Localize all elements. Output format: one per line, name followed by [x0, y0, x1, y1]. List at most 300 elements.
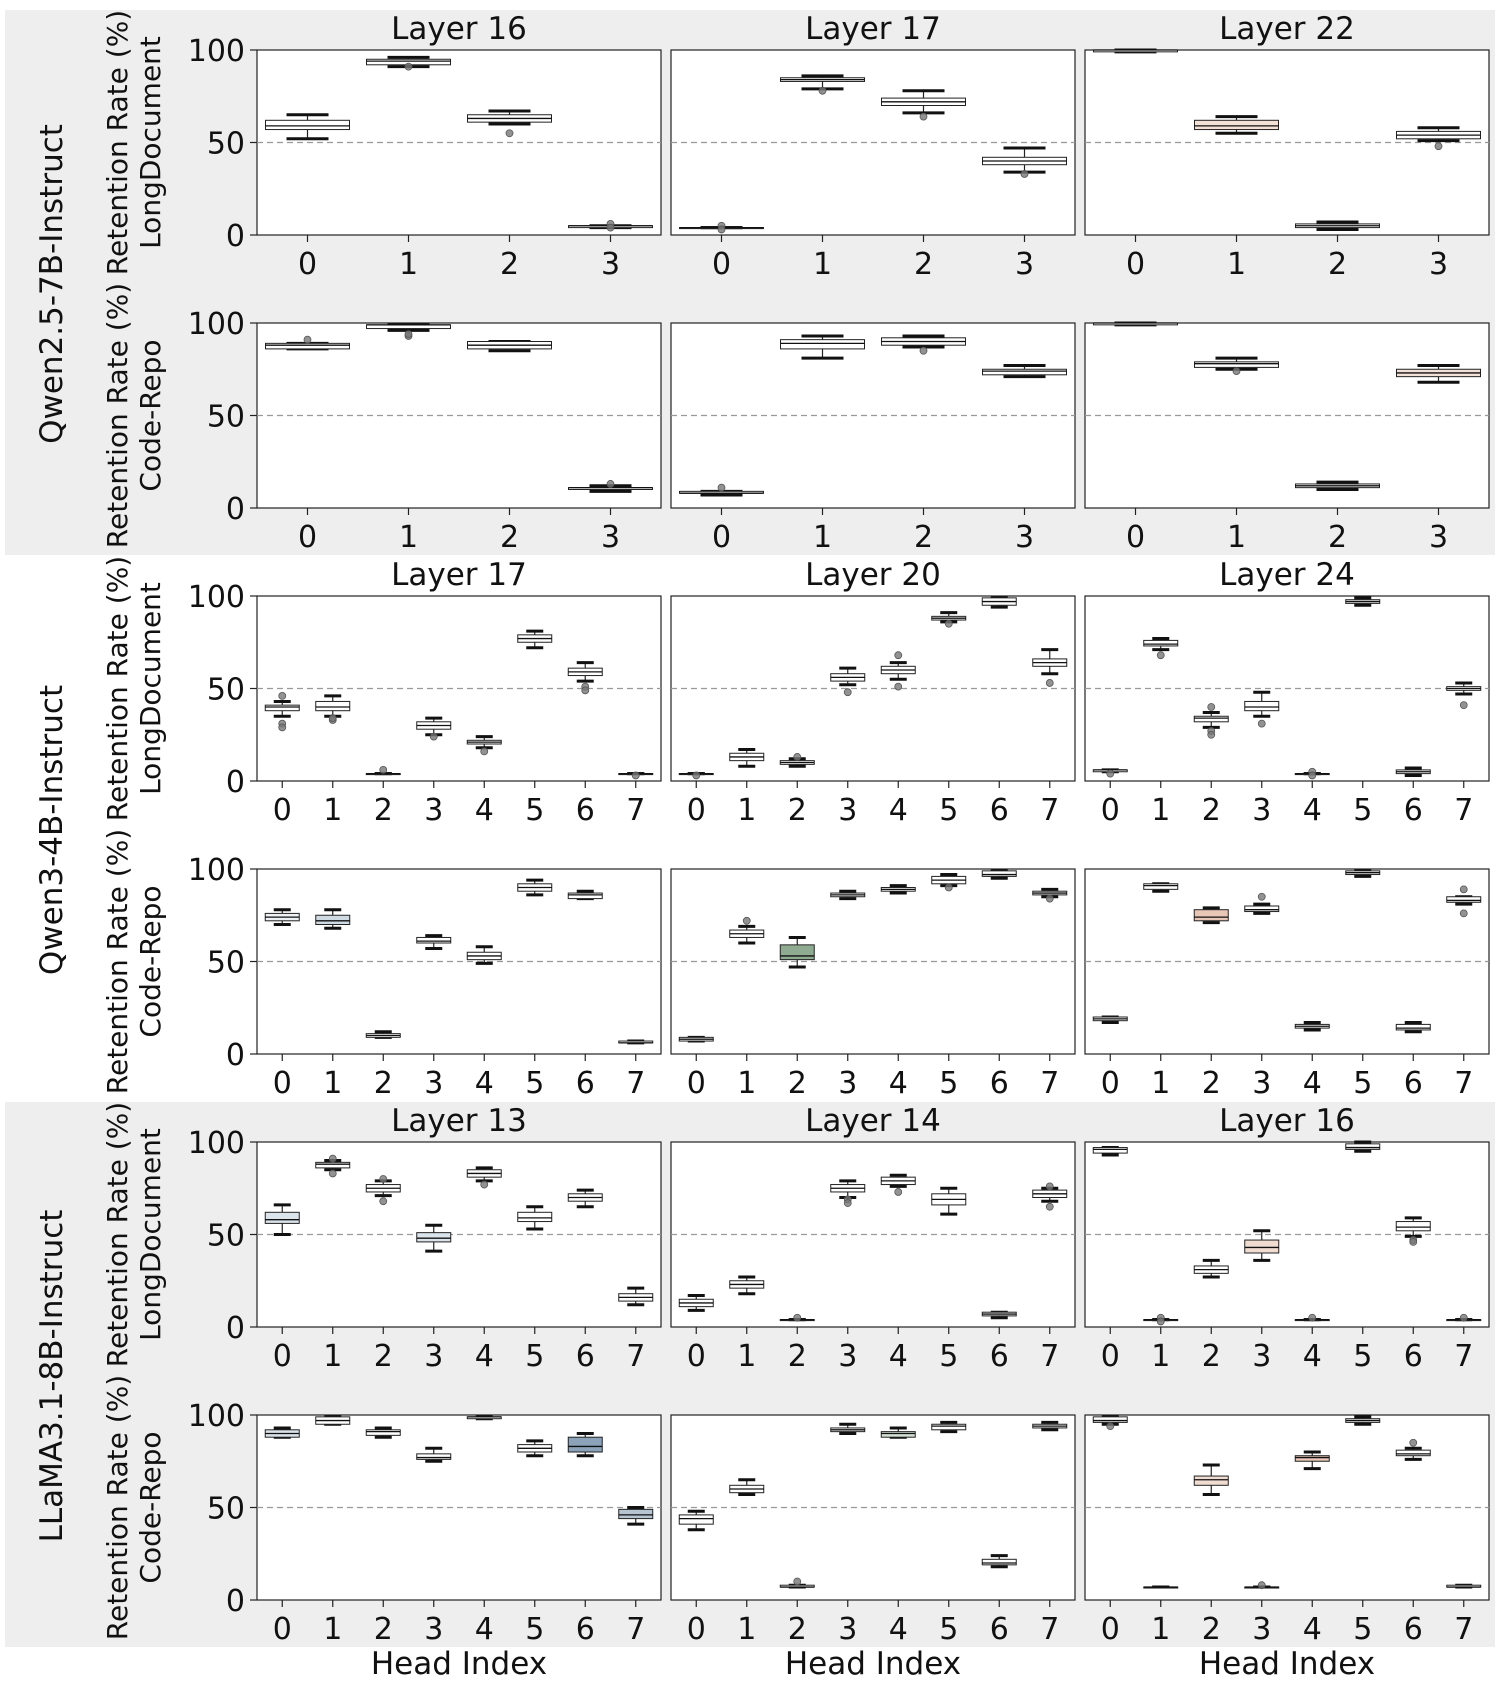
- x-tick-label: 0: [686, 793, 706, 828]
- outlier-point: [405, 331, 412, 338]
- x-axis-label: Head Index: [784, 1646, 962, 1682]
- x-tick-label: 0: [272, 1339, 292, 1374]
- x-tick-label: 3: [1014, 247, 1035, 282]
- y-tick-label: 0: [225, 1584, 245, 1619]
- outlier-point: [1208, 731, 1215, 738]
- x-tick-label: 3: [1252, 1339, 1272, 1374]
- outlier-point: [279, 692, 286, 699]
- panel: [1085, 1142, 1489, 1334]
- y-tick-label: 100: [187, 1399, 245, 1434]
- x-tick-label: 6: [575, 1339, 595, 1374]
- x-tick-label: 0: [1125, 520, 1146, 555]
- box: [316, 1417, 350, 1424]
- panel: [1085, 50, 1489, 242]
- x-tick-label: 3: [1014, 520, 1035, 555]
- panel-title: Layer 20: [805, 557, 941, 593]
- row-label: LongDocument: [134, 1128, 167, 1341]
- y-tick-label: 50: [206, 1218, 245, 1254]
- x-tick-label: 7: [626, 1612, 646, 1647]
- x-tick-label: 1: [1151, 793, 1171, 828]
- x-tick-label: 1: [323, 793, 343, 828]
- box-body: [982, 871, 1016, 877]
- outlier-point: [329, 1170, 336, 1177]
- x-tick-label: 4: [888, 1066, 908, 1101]
- box-body: [265, 705, 299, 711]
- outlier-point: [380, 1198, 387, 1205]
- x-tick-label: 0: [297, 520, 318, 555]
- x-tick-label: 7: [1454, 793, 1474, 828]
- x-axis-label: Head Index: [370, 1646, 548, 1682]
- x-tick-label: 7: [1040, 793, 1060, 828]
- x-tick-label: 0: [1125, 247, 1146, 282]
- row-label: LongDocument: [134, 36, 167, 249]
- box-body: [982, 1559, 1016, 1565]
- y-tick-label: 0: [225, 492, 245, 527]
- x-tick-label: 6: [1403, 1339, 1423, 1374]
- x-tick-label: 2: [913, 520, 934, 555]
- x-tick-label: 5: [525, 1066, 545, 1101]
- box-body: [265, 1212, 299, 1223]
- box: [1094, 50, 1178, 52]
- y-tick-label: 50: [206, 672, 245, 708]
- x-tick-label: 3: [1252, 793, 1272, 828]
- x-tick-label: 7: [626, 1066, 646, 1101]
- box-body: [417, 1454, 451, 1460]
- outlier-point: [1107, 770, 1114, 777]
- outlier-point: [1309, 772, 1316, 779]
- outlier-point: [1258, 1582, 1265, 1589]
- outlier-point: [794, 753, 801, 760]
- y-tick-label: 0: [225, 1311, 245, 1346]
- outlier-point: [794, 1314, 801, 1321]
- x-tick-label: 3: [1252, 1066, 1272, 1101]
- outlier-point: [794, 1578, 801, 1585]
- x-tick-label: 4: [1302, 793, 1322, 828]
- x-tick-label: 4: [888, 793, 908, 828]
- box-body: [1295, 1456, 1329, 1462]
- panel: [671, 1415, 1075, 1607]
- x-tick-label: 5: [1353, 793, 1373, 828]
- outlier-point: [920, 113, 927, 120]
- box-body: [781, 340, 865, 349]
- box-body: [1194, 910, 1228, 921]
- outlier-point: [693, 772, 700, 779]
- box: [366, 1428, 400, 1437]
- x-tick-label: 4: [1302, 1612, 1322, 1647]
- box-body: [417, 1233, 451, 1242]
- x-tick-label: 5: [1353, 1612, 1373, 1647]
- x-tick-label: 2: [787, 1066, 807, 1101]
- x-tick-label: 0: [686, 1612, 706, 1647]
- panel: [250, 50, 661, 242]
- box: [467, 1417, 501, 1419]
- x-tick-label: 0: [711, 520, 732, 555]
- x-tick-label: 7: [1454, 1612, 1474, 1647]
- x-tick-label: 0: [1100, 1066, 1120, 1101]
- box-body: [619, 1509, 653, 1518]
- panel-title: Layer 14: [805, 1103, 941, 1139]
- x-tick-label: 3: [424, 1612, 444, 1647]
- x-tick-label: 1: [737, 1612, 757, 1647]
- y-tick-label: 0: [225, 1038, 245, 1073]
- outlier-point: [607, 480, 614, 487]
- outlier-point: [1046, 1183, 1053, 1190]
- outlier-point: [844, 689, 851, 696]
- x-tick-label: 6: [1403, 1066, 1423, 1101]
- x-tick-label: 4: [474, 1339, 494, 1374]
- box: [982, 598, 1016, 607]
- box-body: [1245, 906, 1279, 912]
- outlier-point: [1460, 1314, 1467, 1321]
- x-tick-label: 3: [424, 1339, 444, 1374]
- x-tick-label: 1: [323, 1339, 343, 1374]
- box-body: [1144, 640, 1178, 646]
- outlier-point: [1157, 1318, 1164, 1325]
- outlier-point: [582, 687, 589, 694]
- box-body: [1093, 1417, 1127, 1423]
- panel: [1085, 869, 1489, 1061]
- x-tick-label: 4: [474, 1612, 494, 1647]
- x-tick-label: 3: [1252, 1612, 1272, 1647]
- outlier-point: [844, 1200, 851, 1207]
- panel-title: Layer 22: [1219, 11, 1355, 47]
- x-tick-label: 4: [1302, 1066, 1322, 1101]
- outlier-point: [405, 63, 412, 70]
- x-tick-label: 7: [1040, 1612, 1060, 1647]
- box-body: [1194, 1476, 1228, 1485]
- y-tick-label: 50: [206, 1491, 245, 1527]
- x-tick-label: 0: [1100, 1612, 1120, 1647]
- box: [679, 1037, 713, 1041]
- outlier-point: [632, 772, 639, 779]
- x-tick-label: 7: [1040, 1339, 1060, 1374]
- box: [932, 1422, 966, 1431]
- box-body: [1195, 120, 1279, 129]
- box: [1144, 1587, 1178, 1588]
- x-tick-label: 5: [939, 1339, 959, 1374]
- box-body: [266, 343, 350, 349]
- x-tick-label: 5: [1353, 1066, 1373, 1101]
- box-body: [366, 1430, 400, 1436]
- outlier-point: [1046, 1203, 1053, 1210]
- outlier-point: [1460, 702, 1467, 709]
- x-tick-label: 1: [737, 1066, 757, 1101]
- x-tick-label: 3: [838, 793, 858, 828]
- outlier-point: [1157, 652, 1164, 659]
- panel: [671, 50, 1075, 242]
- x-tick-label: 2: [373, 793, 393, 828]
- outlier-point: [895, 652, 902, 659]
- outlier-point: [819, 87, 826, 94]
- x-tick-label: 0: [1100, 793, 1120, 828]
- row-label: LongDocument: [134, 582, 167, 795]
- outlier-point: [1435, 143, 1442, 150]
- model-label: Qwen3-4B-Instruct: [34, 684, 70, 976]
- box-body: [1194, 716, 1228, 722]
- outlier-point: [895, 683, 902, 690]
- x-tick-label: 0: [297, 247, 318, 282]
- outlier-point: [718, 226, 725, 233]
- y-axis-label: Retention Rate (%): [101, 555, 134, 822]
- x-tick-label: 2: [787, 1339, 807, 1374]
- panel: [671, 323, 1075, 515]
- outlier-point: [1107, 1423, 1114, 1430]
- x-tick-label: 3: [838, 1612, 858, 1647]
- x-tick-label: 1: [323, 1066, 343, 1101]
- outlier-point: [1021, 170, 1028, 177]
- x-tick-label: 6: [989, 793, 1009, 828]
- x-tick-label: 3: [1428, 520, 1449, 555]
- box-body: [983, 369, 1067, 375]
- box: [568, 1434, 602, 1456]
- y-axis-label: Retention Rate (%): [101, 282, 134, 549]
- x-tick-label: 1: [323, 1612, 343, 1647]
- y-axis-label: Retention Rate (%): [101, 1374, 134, 1641]
- outlier-point: [1046, 895, 1053, 902]
- x-tick-label: 2: [1327, 247, 1348, 282]
- y-tick-label: 100: [187, 580, 245, 615]
- box-body: [316, 915, 350, 924]
- outlier-point: [1258, 720, 1265, 727]
- outlier-point: [1410, 1439, 1417, 1446]
- x-tick-label: 7: [1040, 1066, 1060, 1101]
- x-tick-label: 2: [787, 1612, 807, 1647]
- x-tick-label: 3: [1428, 247, 1449, 282]
- box-body: [316, 1162, 350, 1168]
- x-tick-label: 3: [424, 1066, 444, 1101]
- x-tick-label: 5: [525, 1612, 545, 1647]
- x-tick-label: 1: [1151, 1066, 1171, 1101]
- y-tick-label: 100: [187, 853, 245, 888]
- outlier-point: [1258, 893, 1265, 900]
- outlier-point: [1410, 1238, 1417, 1245]
- outlier-point: [304, 336, 311, 343]
- x-tick-label: 7: [1454, 1339, 1474, 1374]
- x-tick-label: 2: [1201, 1612, 1221, 1647]
- y-tick-label: 0: [225, 765, 245, 800]
- outlier-point: [1233, 368, 1240, 375]
- outlier-point: [1460, 910, 1467, 917]
- box-body: [932, 1424, 966, 1430]
- x-tick-label: 4: [474, 793, 494, 828]
- outlier-point: [920, 347, 927, 354]
- box-body: [1346, 1144, 1380, 1150]
- outlier-point: [481, 748, 488, 755]
- x-tick-label: 2: [913, 247, 934, 282]
- x-tick-label: 1: [1151, 1339, 1171, 1374]
- x-tick-label: 0: [272, 793, 292, 828]
- outlier-point: [481, 1181, 488, 1188]
- x-tick-label: 2: [499, 520, 520, 555]
- box: [1396, 1023, 1430, 1032]
- x-tick-label: 3: [838, 1066, 858, 1101]
- box: [1094, 323, 1178, 325]
- x-tick-label: 3: [838, 1339, 858, 1374]
- x-axis-label: Head Index: [1198, 1646, 1376, 1682]
- x-tick-label: 0: [1100, 1339, 1120, 1374]
- x-tick-label: 1: [737, 1339, 757, 1374]
- x-tick-label: 0: [711, 247, 732, 282]
- x-tick-label: 2: [373, 1066, 393, 1101]
- box: [265, 1428, 299, 1437]
- y-tick-label: 100: [187, 307, 245, 342]
- x-tick-label: 1: [737, 793, 757, 828]
- x-tick-label: 6: [989, 1339, 1009, 1374]
- panel: [1085, 596, 1489, 788]
- x-tick-label: 5: [939, 1066, 959, 1101]
- outlier-point: [329, 1155, 336, 1162]
- outlier-point: [279, 724, 286, 731]
- outlier-point: [743, 917, 750, 924]
- panel: [1085, 1415, 1489, 1607]
- x-tick-label: 4: [1302, 1339, 1322, 1374]
- y-tick-label: 100: [187, 34, 245, 69]
- x-tick-label: 1: [812, 247, 833, 282]
- box-body: [881, 1432, 915, 1438]
- box-body: [679, 1515, 713, 1524]
- box-body: [1195, 362, 1279, 368]
- y-tick-label: 50: [206, 399, 245, 435]
- x-tick-label: 4: [474, 1066, 494, 1101]
- box: [619, 1041, 653, 1043]
- x-tick-label: 1: [812, 520, 833, 555]
- outlier-point: [506, 130, 513, 137]
- model-label: Qwen2.5-7B-Instruct: [34, 124, 70, 444]
- box-body: [1396, 1450, 1430, 1456]
- x-tick-label: 1: [1226, 520, 1247, 555]
- y-tick-label: 0: [225, 219, 245, 254]
- outlier-point: [329, 715, 336, 722]
- x-tick-label: 0: [272, 1612, 292, 1647]
- x-tick-label: 2: [373, 1339, 393, 1374]
- box-body: [518, 1212, 552, 1221]
- x-tick-label: 5: [525, 1339, 545, 1374]
- box-body: [1093, 1148, 1127, 1154]
- x-tick-label: 2: [1201, 793, 1221, 828]
- box-body: [1245, 1240, 1279, 1253]
- row-label: Code-Repo: [134, 885, 167, 1038]
- box-body: [568, 1437, 602, 1452]
- outlier-point: [945, 884, 952, 891]
- box-body: [780, 945, 814, 960]
- outlier-point: [430, 733, 437, 740]
- x-tick-label: 0: [686, 1339, 706, 1374]
- x-tick-label: 7: [626, 793, 646, 828]
- outlier-point: [607, 224, 614, 231]
- box: [1194, 908, 1228, 923]
- row-label: Code-Repo: [134, 1431, 167, 1584]
- outlier-point: [895, 1188, 902, 1195]
- x-tick-label: 6: [575, 1612, 595, 1647]
- panel-title: Layer 16: [1219, 1103, 1355, 1139]
- outlier-point: [945, 620, 952, 627]
- panel-title: Layer 13: [391, 1103, 527, 1139]
- outlier-point: [380, 1176, 387, 1183]
- panel-title: Layer 17: [391, 557, 527, 593]
- x-tick-label: 2: [1201, 1339, 1221, 1374]
- y-tick-label: 50: [206, 945, 245, 981]
- model-label: LLaMA3.1-8B-Instruct: [34, 1209, 70, 1543]
- box-body: [568, 893, 602, 899]
- x-tick-label: 3: [600, 247, 621, 282]
- x-tick-label: 1: [398, 247, 419, 282]
- y-axis-label: Retention Rate (%): [101, 9, 134, 276]
- x-tick-label: 2: [499, 247, 520, 282]
- y-tick-label: 100: [187, 1126, 245, 1161]
- x-tick-label: 0: [272, 1066, 292, 1101]
- outlier-point: [1046, 679, 1053, 686]
- panel: [250, 596, 661, 788]
- box-body: [417, 937, 451, 943]
- outlier-point: [380, 766, 387, 773]
- panel: [671, 869, 1075, 1061]
- row-label: Code-Repo: [134, 339, 167, 492]
- box: [1346, 1142, 1380, 1151]
- x-tick-label: 1: [398, 520, 419, 555]
- panel-title: Layer 16: [391, 11, 527, 47]
- x-tick-label: 3: [424, 793, 444, 828]
- y-axis-label: Retention Rate (%): [101, 1101, 134, 1368]
- box-body: [1144, 884, 1178, 890]
- panel-title: Layer 17: [805, 11, 941, 47]
- x-tick-label: 7: [1454, 1066, 1474, 1101]
- box: [468, 342, 552, 351]
- outlier-point: [1309, 1314, 1316, 1321]
- panel: [250, 1415, 661, 1607]
- outlier-point: [718, 484, 725, 491]
- x-tick-label: 6: [989, 1066, 1009, 1101]
- x-tick-label: 4: [888, 1612, 908, 1647]
- x-tick-label: 7: [626, 1339, 646, 1374]
- panel-title: Layer 24: [1219, 557, 1355, 593]
- x-tick-label: 5: [1353, 1339, 1373, 1374]
- panel: [671, 1142, 1075, 1334]
- y-axis-label: Retention Rate (%): [101, 828, 134, 1095]
- x-tick-label: 0: [686, 1066, 706, 1101]
- panel: [250, 869, 661, 1061]
- x-tick-label: 6: [575, 793, 595, 828]
- x-tick-label: 5: [939, 1612, 959, 1647]
- x-tick-label: 2: [1201, 1066, 1221, 1101]
- box-body: [1447, 897, 1481, 903]
- box-body: [266, 120, 350, 129]
- x-tick-label: 6: [989, 1612, 1009, 1647]
- box-body: [1245, 701, 1279, 710]
- x-tick-label: 5: [525, 793, 545, 828]
- outlier-point: [1208, 704, 1215, 711]
- panel: [250, 1142, 661, 1334]
- x-tick-label: 1: [1151, 1612, 1171, 1647]
- x-tick-label: 3: [600, 520, 621, 555]
- x-tick-label: 6: [1403, 793, 1423, 828]
- x-tick-label: 2: [1327, 520, 1348, 555]
- box: [1447, 1585, 1481, 1587]
- panel: [250, 323, 661, 515]
- panel: [1085, 323, 1489, 515]
- box-body: [1396, 1222, 1430, 1231]
- x-tick-label: 2: [787, 793, 807, 828]
- x-tick-label: 6: [575, 1066, 595, 1101]
- x-tick-label: 4: [888, 1339, 908, 1374]
- y-tick-label: 50: [206, 126, 245, 162]
- x-tick-label: 5: [939, 793, 959, 828]
- panel: [671, 596, 1075, 788]
- outlier-point: [1460, 886, 1467, 893]
- box-body: [316, 701, 350, 710]
- x-tick-label: 2: [373, 1612, 393, 1647]
- x-tick-label: 1: [1226, 247, 1247, 282]
- box-body: [1396, 1024, 1430, 1030]
